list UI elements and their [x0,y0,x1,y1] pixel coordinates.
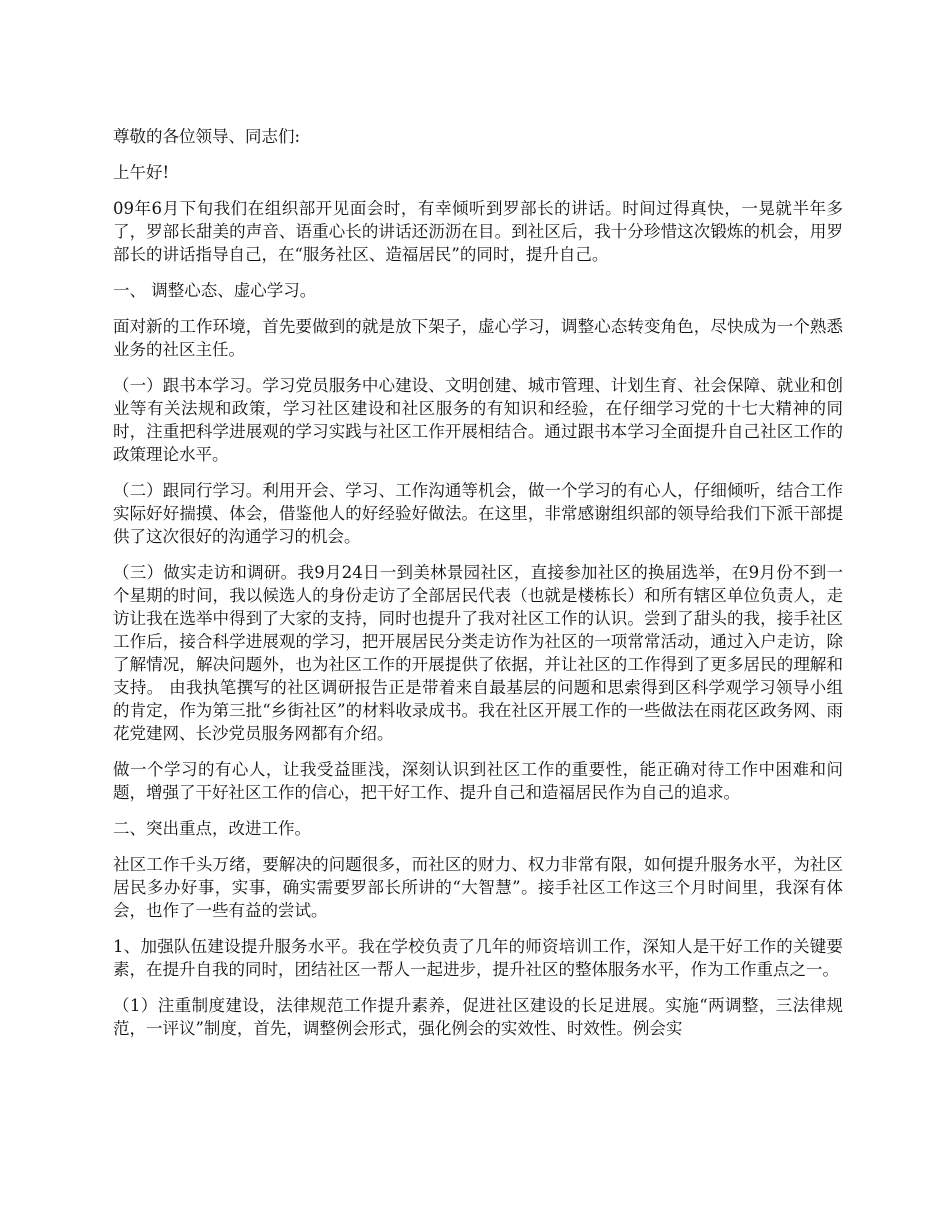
paragraph: 做一个学习的有心人，让我受益匪浅，深刻认识到社区工作的重要性，能正确对待工作中困难和问题，增强了干好社区工作的信心，把干好工作、提升自己和造福居民作为自己的追求。 [113,760,843,802]
section-heading-2: 二、突出重点，改进工作。 [113,819,311,838]
paragraph: （一）跟书本学习。学习党员服务中心建设、文明创建、城市管理、计划生育、社会保障、就业和创业等有关法规和政策，学习社区建设和社区服务的有知识和经验，在仔细学习党的十七大精神的同时，注重把科学进展观的学习实践与社区工作开展相结合。通过跟书本学习全面提升自己社区工作的政策理论水平。 [113,376,843,464]
paragraph: 社区工作千头万绪，要解决的问题很多，而社区的财力、权力非常有限，如何提升服务水平，为社区居民多办好事，实事，确实需要罗部长所讲的“大智慧”。接手社区工作这三个月时间里，我深有体会，也作了一些有益的尝试。 [113,855,843,920]
document-page [113,125,843,1053]
paragraph: （1）注重制度建设，法律规范工作提升素养，促进社区建设的长足进展。实施“两调整，三法律规范，一评议”制度，首先，调整例会形式，强化例会的实效性、时效性。例会实 [113,996,843,1038]
greeting: 上午好! [113,163,170,182]
paragraph: 1、加强队伍建设提升服务水平。我在学校负责了几年的师资培训工作，深知人是干好工作的关键要素，在提升自我的同时，团结社区一帮人一起进步，提升社区的整体服务水平，作为工作重点之一。 [113,937,843,979]
paragraph-intro: 09年6月下旬我们在组织部开见面会时，有幸倾听到罗部长的讲话。时间过得真快，一晃就半年多了，罗部长甜美的声音、语重心长的讲话还沥沥在目。到社区后，我十分珍惜这次锻炼的机会，用罗部长的讲话指导自己，在“服务社区、造福居民”的同时，提升自己。 [113,199,843,264]
salutation: 尊敬的各位领导、同志们: [113,127,301,146]
paragraph: （三）做实走访和调研。我9月24日一到美林景园社区，直接参加社区的换届选举，在9月份不到一个星期的时间，我以候选人的身份走访了全部居民代表（也就是楼栋长）和所有辖区单位负责人，走访让我在选举中得到了大家的支持，同时也提升了我对社区工作的认识。尝到了甜头的我，接手社区工作后，接合科学进展观的学习，把开展居民分类走访作为社区的一项常常活动，通过入户走访，除了解情况，解决问题外，也为社区工作的开展提供了依据，并让社区的工作得到了更多居民的理解和支持。 由我执笔撰写的社区调研报告正是带着来自最基层的问题和思索得到区科学观学习领导小组的肯定，作为第三批“乡街社区”的材料收录成书。我在社区开展工作的一些做法在雨花区政务网、雨花党建网、长沙党员服务网都有介绍。 [113,563,843,743]
paragraph: （二）跟同行学习。利用开会、学习、工作沟通等机会，做一个学习的有心人，仔细倾听，结合工作实际好好揣摸、体会，借鉴他人的好经验好做法。在这里，非常感谢组织部的领导给我们下派干部提供了这次很好的沟通学习的机会。 [113,481,843,546]
section-heading-1: 一、 调整心态、虚心学习。 [113,281,317,300]
paragraph: 面对新的工作环境，首先要做到的就是放下架子，虚心学习，调整心态转变角色，尽快成为一个熟悉业务的社区主任。 [113,317,843,359]
